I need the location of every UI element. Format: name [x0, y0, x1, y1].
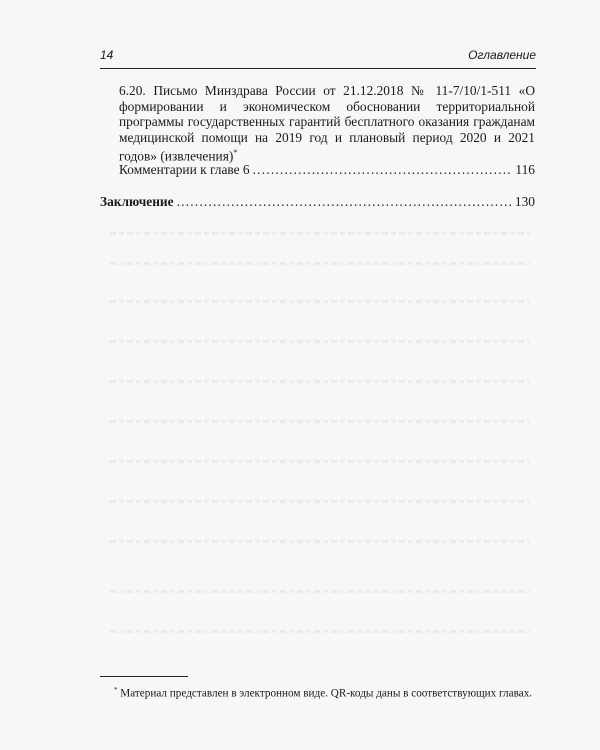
- footnote-reference: *: [233, 148, 238, 157]
- toc-entry-label: Комментарии к главе 6: [119, 162, 250, 177]
- toc-entry-conclusion[interactable]: [100, 194, 535, 210]
- header-rule: [100, 68, 536, 69]
- toc-entry-text: 6.20. Письмо Минздрава России от 21.12.2018 № 11-7/10/1-511 «О формировании и экономическом обосновании территориальной программы государственных гарантий бесплатного оказания гражданам медицинской помощи на 2019 год и плановый период 2020 и 2021 годов» (извлечения): [119, 83, 535, 164]
- bleed-through: [110, 590, 530, 593]
- footnote-text: Материал представлен в электронном виде. QR-коды даны в соответствующих главах.: [120, 687, 533, 700]
- bleed-through: [110, 420, 530, 423]
- toc-page-number: 116: [515, 162, 535, 177]
- bleed-through: [110, 630, 530, 633]
- bleed-through: [110, 262, 530, 265]
- bleed-through: [110, 340, 530, 343]
- dot-leader: [177, 194, 512, 210]
- bleed-through: [110, 460, 530, 463]
- toc-entry-comments-ch6[interactable]: [119, 162, 535, 178]
- bleed-through: [110, 500, 530, 503]
- toc-entry-label: Заключение: [100, 194, 174, 209]
- running-head-title: Оглавление: [468, 48, 536, 62]
- footnote-rule: [100, 676, 188, 677]
- bleed-through: [110, 540, 530, 543]
- page-number: 14: [100, 48, 114, 62]
- toc-page-number: 130: [514, 194, 535, 209]
- toc-entry-6-20[interactable]: [119, 83, 535, 164]
- bleed-through: [110, 300, 530, 303]
- bleed-through: [110, 380, 530, 383]
- footnote: [100, 684, 536, 701]
- dot-leader: [253, 162, 513, 178]
- bleed-through: [110, 232, 530, 235]
- footnote-mark: *: [114, 686, 118, 694]
